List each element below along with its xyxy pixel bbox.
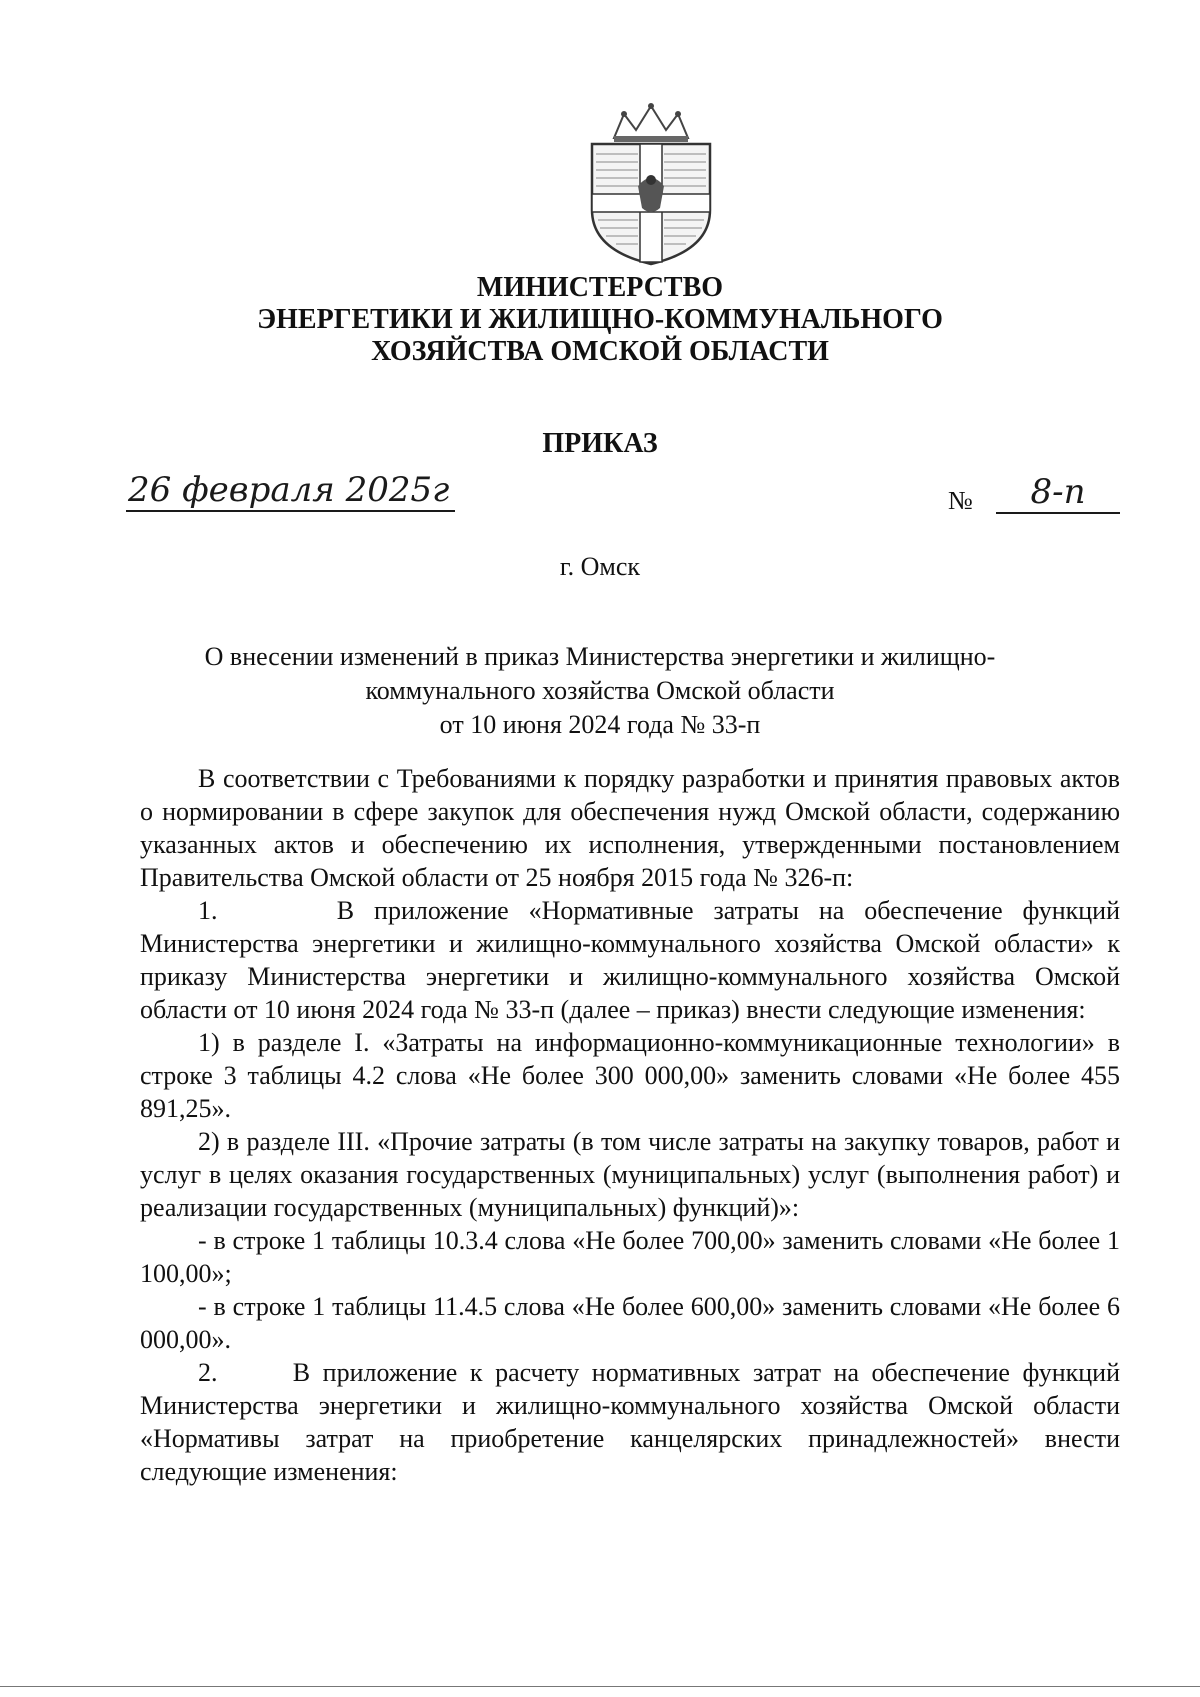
paragraph-item-2: 2. В приложение к расчету нормативных затрат на обеспечение функций Министерства энергетики и жилищно-коммунального хозяйства Омской области «Нормативы затрат на приобретение канцелярских принадлежностей» внести следующие изменения:: [140, 1358, 1120, 1486]
subject-line: О внесении изменений в приказ Министерства энергетики и жилищно-: [204, 642, 996, 671]
handwritten-number: 8-п: [996, 472, 1120, 514]
ministry-line: МИНИСТЕРСТВО: [476, 272, 724, 303]
number-label: №: [948, 486, 973, 515]
paragraph-dash-2: - в строке 1 таблицы 11.4.5 слова «Не более 600,00» заменить словами «Не более 6 000,00».: [140, 1292, 1120, 1354]
page-bottom-rule: [0, 1686, 1200, 1687]
ministry-line: ЭНЕРГЕТИКИ И ЖИЛИЩНО-КОММУНАЛЬНОГО: [257, 304, 943, 335]
document-subject: [160, 640, 1040, 742]
paragraph-preamble: В соответствии с Требованиями к порядку разработки и принятия правовых актов о нормировании в сфере закупок для обеспечения нужд Омской области, содержанию указанных актов и обеспечению их исполнения, утвержденными постановлением Правительства Омской области от 25 ноября 2015 года № 326-п:: [140, 764, 1120, 892]
handwritten-date: 26 февраля 2025г: [126, 470, 455, 512]
document-type: ПРИКАЗ: [542, 428, 658, 459]
paragraph-subitem-2: 2) в разделе III. «Прочие затраты (в том числе затраты на закупку товаров, работ и услуг в целях оказания государственных (муниципальных) услуг (выполнения работ) и реализации государственных (муниципальных) функций)»:: [140, 1127, 1120, 1222]
subject-line: от 10 июня 2024 года № 33-п: [439, 710, 761, 739]
ministry-name: [200, 272, 1000, 368]
paragraph-subitem-1: 1) в разделе I. «Затраты на информационно-коммуникационные технологии» в строке 3 таблицы 4.2 слова «Не более 300 000,00» заменить словами «Не более 455 891,25».: [140, 1028, 1120, 1123]
ministry-line: ХОЗЯЙСТВА ОМСКОЙ ОБЛАСТИ: [371, 336, 829, 367]
document-body: [140, 762, 1120, 1488]
city: г. Омск: [559, 552, 641, 581]
paragraph-dash-1: - в строке 1 таблицы 10.3.4 слова «Не более 700,00» заменить словами «Не более 1 100,00»;: [140, 1226, 1120, 1288]
subject-line: коммунального хозяйства Омской области: [365, 676, 835, 705]
paragraph-item-1: 1. В приложение «Нормативные затраты на обеспечение функций Министерства энергетики и жилищно-коммунального хозяйства Омской области» к приказу Министерства энергетики и жилищно-коммунального хозяйства Омской области от 10 июня 2024 года № 33-п (далее – приказ) внести следующие изменения:: [140, 896, 1120, 1024]
coat-of-arms-icon: [576, 100, 726, 268]
